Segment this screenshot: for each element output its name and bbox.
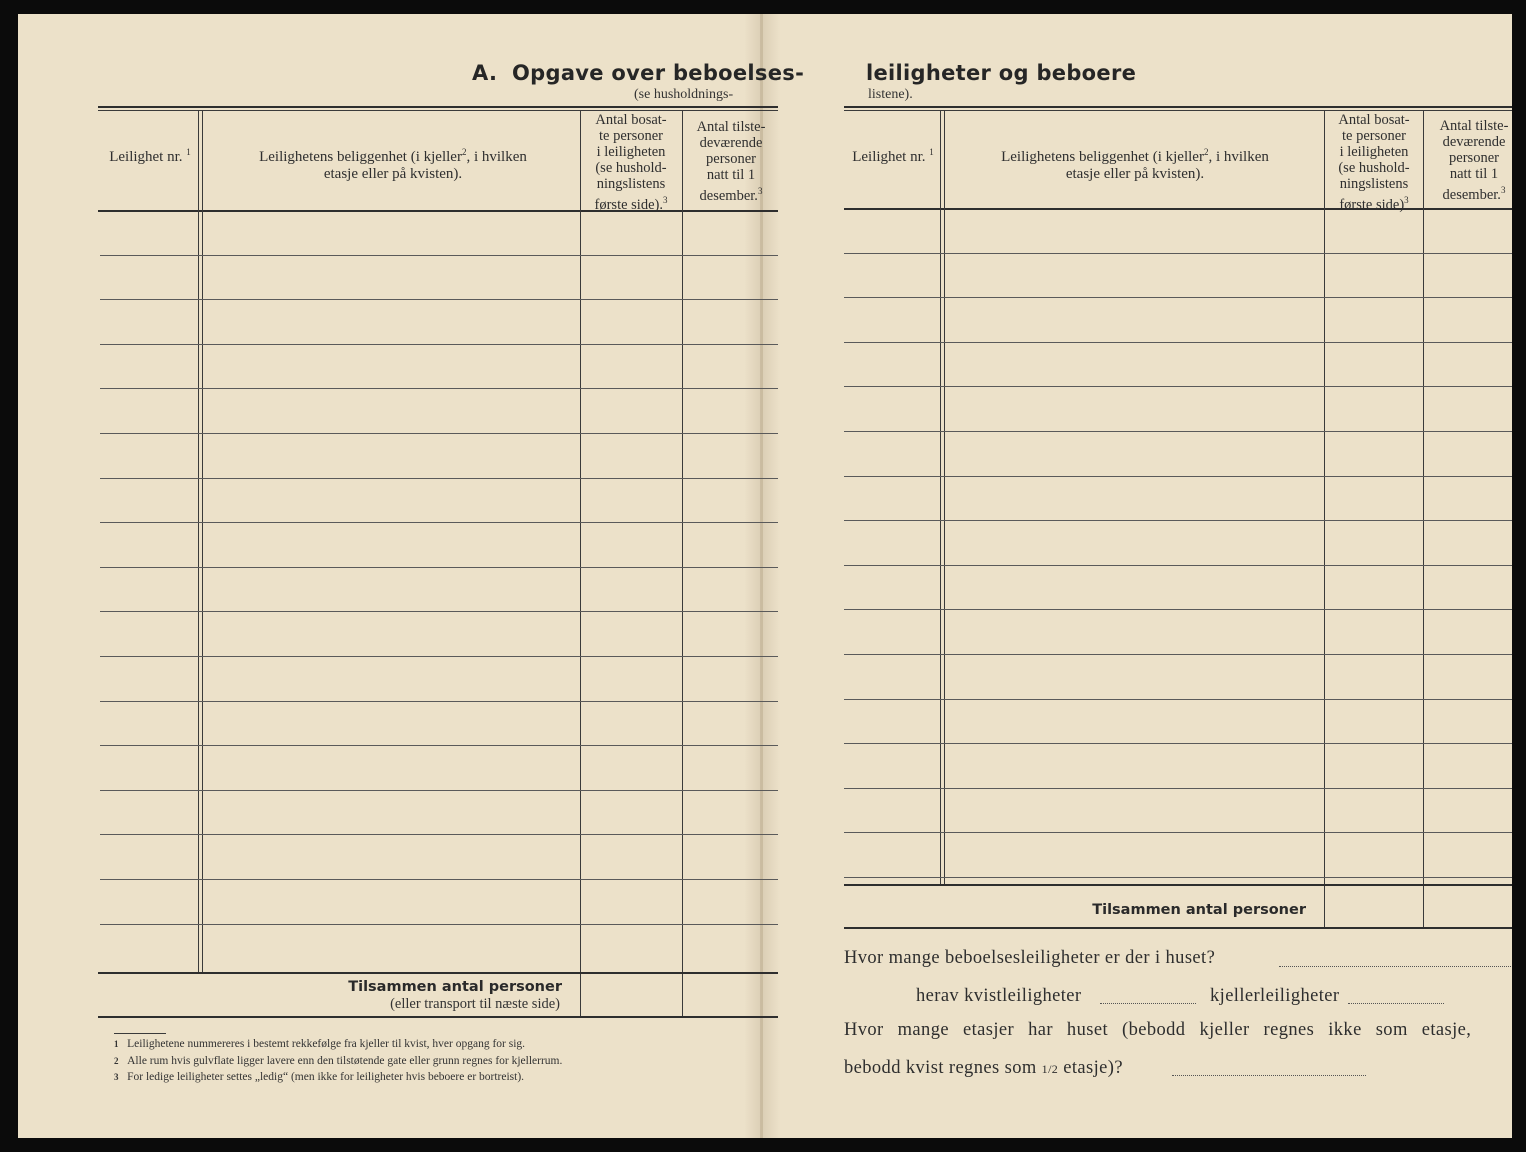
left-header-location-sup: 2 xyxy=(461,147,467,157)
left-header-present xyxy=(683,119,779,204)
question-3: Hvor mange etasjer har huset (bebodd kjeller regnes ikke som etasje, xyxy=(844,1020,1472,1040)
right-header-location-a: Leilighetens beliggenhet (i kjeller xyxy=(1001,149,1204,165)
right-row-line xyxy=(844,565,1512,566)
right-bottom-rule xyxy=(844,927,1512,929)
question-2b-text: kjellerleiligheter xyxy=(1210,986,1340,1006)
left-header-residents-line-2: te personer xyxy=(598,128,663,144)
footnote-3-num: 3 xyxy=(114,1072,119,1082)
right-header-location xyxy=(950,144,1320,183)
left-row-line xyxy=(100,567,778,568)
left-header-present-line-4: natt til 1 xyxy=(706,167,756,183)
right-row-line xyxy=(844,476,1512,477)
right-row-line xyxy=(844,297,1512,298)
right-col-divider-1 xyxy=(940,110,945,884)
left-subtitle: (se husholdnings- xyxy=(634,87,734,102)
left-row-line xyxy=(100,299,778,300)
right-row-line xyxy=(844,743,1512,744)
left-header-residents-line-4: (se hushold- xyxy=(595,160,667,176)
footnote-3 xyxy=(114,1071,524,1083)
question-2a xyxy=(916,986,1081,1007)
question-4-fraction: 1/2 xyxy=(1041,1062,1059,1076)
left-total-sub: (eller transport til næste side) xyxy=(390,996,560,1012)
left-header-location-b: , i hvilken xyxy=(466,149,527,165)
question-2a-answer-line xyxy=(1100,1003,1196,1004)
left-header-residents-line-5: ningslistens xyxy=(596,176,666,192)
question-4 xyxy=(844,1058,1123,1079)
left-header-residents-line-6: første side). xyxy=(594,196,663,213)
right-header-residents-sup: 3 xyxy=(1404,195,1409,205)
right-header-apartment-no-sup: 1 xyxy=(929,147,934,157)
right-row-line xyxy=(844,788,1512,789)
right-header-present-line-2: deværende xyxy=(1442,134,1506,150)
right-header-apartment-no-text: Leilighet nr. xyxy=(852,149,926,165)
right-header-present-line-3: personer xyxy=(1449,150,1499,166)
right-row-line xyxy=(844,253,1512,254)
footnote-1 xyxy=(114,1038,525,1050)
footnote-2-text: Alle rum hvis gulvflate ligger lavere enn den tilstøtende gate eller grunn regnes for kjellerrum. xyxy=(127,1055,563,1067)
question-4-answer-line xyxy=(1172,1075,1366,1076)
footnote-3-text: For ledige leiligheter settes „ledig“ (men ikke for leiligheter hvis beboere er bortreist). xyxy=(127,1071,525,1083)
right-header-residents-line-5: ningslistens xyxy=(1339,176,1409,192)
left-header-apartment-no xyxy=(100,144,200,166)
left-row-line xyxy=(100,656,778,657)
right-header-present-sup: 3 xyxy=(1500,185,1506,195)
question-2b-answer-line xyxy=(1348,1003,1444,1004)
right-total-rule xyxy=(844,884,1512,886)
right-row-line xyxy=(844,654,1512,655)
right-col-divider-2 xyxy=(1324,110,1325,928)
question-3-clip xyxy=(844,1020,1512,1048)
question-2a-text: herav kvistleiligheter xyxy=(916,986,1082,1006)
right-subtitle: listene). xyxy=(868,87,913,102)
footnote-2 xyxy=(114,1055,562,1067)
left-header-residents-line-1: Antal bosat- xyxy=(595,112,667,128)
left-header-present-line-3: personer xyxy=(706,151,756,167)
right-row-line xyxy=(844,520,1512,521)
left-header-location xyxy=(208,144,578,183)
left-row-line xyxy=(100,433,778,434)
left-row-line xyxy=(100,388,778,389)
footnote-1-text: Leilighetene nummereres i bestemt rekkefølge fra kjeller til kvist, hver opgang for sig. xyxy=(127,1038,526,1050)
right-row-line xyxy=(844,342,1512,343)
right-row-line xyxy=(844,832,1512,833)
right-header-present-line-4: natt til 1 xyxy=(1449,166,1499,182)
left-row-line xyxy=(100,879,778,880)
left-section-letter: A. xyxy=(472,61,498,85)
left-bottom-rule xyxy=(98,1016,778,1018)
left-col-divider-1 xyxy=(198,110,203,974)
right-row-line xyxy=(844,386,1512,387)
right-header-apartment-no xyxy=(844,144,942,166)
question-1-answer-line xyxy=(1279,966,1511,967)
right-title: leiligheter og beboere xyxy=(866,61,1137,85)
right-col-divider-3 xyxy=(1423,110,1424,928)
left-header-present-line-5: desember. xyxy=(699,187,758,204)
left-header-apartment-no-text: Leilighet nr. xyxy=(109,149,183,165)
left-header-present-sup: 3 xyxy=(757,186,763,196)
left-header-residents-line-3: i leiligheten xyxy=(596,144,666,160)
left-row-line xyxy=(100,478,778,479)
left-col-divider-3 xyxy=(682,110,683,1016)
right-header-residents-line-6: første side) xyxy=(1339,196,1405,213)
right-header-residents xyxy=(1325,112,1423,213)
right-total-label: Tilsammen antal personer xyxy=(1092,902,1306,918)
document-sheet xyxy=(18,14,1512,1138)
left-header-residents xyxy=(581,112,681,213)
left-row-line xyxy=(100,701,778,702)
right-row-line xyxy=(844,877,1512,878)
right-header-present-line-1: Antal tilste- xyxy=(1439,118,1509,134)
footnote-1-num: 1 xyxy=(114,1039,119,1049)
right-header-location-sup: 2 xyxy=(1203,147,1209,157)
left-header-present-line-2: deværende xyxy=(699,135,763,151)
question-2b xyxy=(1210,986,1339,1007)
right-row-line xyxy=(844,431,1512,432)
left-total-label: Tilsammen antal personer xyxy=(348,979,562,995)
left-row-line xyxy=(100,790,778,791)
left-header-apartment-no-sup: 1 xyxy=(186,147,191,157)
left-row-line xyxy=(100,255,778,256)
left-title: Opgave over beboelses- xyxy=(512,61,805,85)
right-header-residents-line-3: i leiligheten xyxy=(1339,144,1409,160)
right-header-residents-line-1: Antal bosat- xyxy=(1338,112,1410,128)
footnote-2-num: 2 xyxy=(114,1056,119,1066)
left-row-line xyxy=(100,611,778,612)
footnote-rule xyxy=(114,1033,166,1034)
right-header-residents-line-4: (se hushold- xyxy=(1338,160,1410,176)
right-row-line xyxy=(844,609,1512,610)
left-row-line xyxy=(100,344,778,345)
right-header-present xyxy=(1426,118,1512,203)
right-header-residents-line-2: te personer xyxy=(1341,128,1406,144)
right-row-line xyxy=(844,699,1512,700)
right-header-present-line-5: desember. xyxy=(1442,186,1501,203)
question-1 xyxy=(844,948,1215,969)
left-header-present-line-1: Antal tilste- xyxy=(696,119,766,135)
question-4-text-b: etasje)? xyxy=(1063,1058,1123,1078)
right-header-location-b: , i hvilken xyxy=(1208,149,1269,165)
question-4-text-a: bebodd kvist regnes som xyxy=(844,1058,1037,1078)
left-header-residents-sup: 3 xyxy=(662,195,668,205)
right-header-present-clip xyxy=(1424,110,1512,208)
left-header-location-a: Leilighetens beliggenhet (i kjeller xyxy=(259,149,462,165)
left-row-line xyxy=(100,834,778,835)
left-row-line xyxy=(100,522,778,523)
right-header-location-c: etasje eller på kvisten). xyxy=(1065,166,1205,182)
left-total-rule xyxy=(98,972,778,974)
right-table-top-rule xyxy=(844,106,1512,108)
left-table-top-rule xyxy=(98,106,778,108)
left-header-location-c: etasje eller på kvisten). xyxy=(323,166,463,182)
left-row-line xyxy=(100,745,778,746)
question-1-text: Hvor mange beboelsesleiligheter er der i huset? xyxy=(844,948,1216,968)
left-row-line xyxy=(100,924,778,925)
left-col-divider-2 xyxy=(580,110,581,1016)
